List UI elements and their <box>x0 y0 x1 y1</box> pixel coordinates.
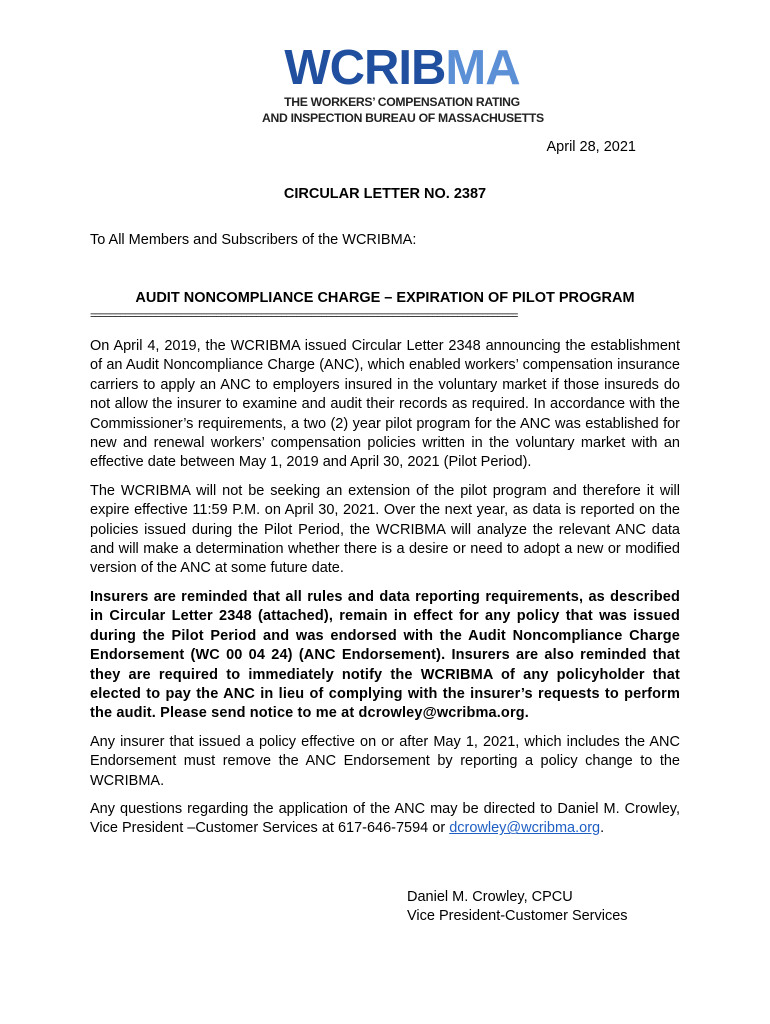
letter-body <box>90 337 680 848</box>
signature-name: Daniel M. Crowley, CPCU <box>407 889 573 905</box>
separator-line: ===================================================================================== <box>90 310 518 322</box>
paragraph-1: On April 4, 2019, the WCRIBMA issued Circular Letter 2348 announcing the establishment of an Audit Noncompliance Charge (ANC), which enabled workers’ compensation insurance carriers to apply an ANC to employers insured in the voluntary market if those insureds do not allow the insurer to examine and audit their records as required. In accordance with the Commissioner’s requirements, a two (2) year pilot program for the ANC was established for new and renewal workers’ compensation policies written in the voluntary market with an effective date between May 1, 2019 and April 30, 2021 (Pilot Period). <box>90 338 680 471</box>
paragraph-4: Any insurer that issued a policy effective on or after May 1, 2021, which includes the ANC Endorsement must remove the ANC Endorsement by reporting a policy change to the WCRIBMA. <box>90 733 680 789</box>
paragraph-5 <box>90 800 680 839</box>
logo-subtitle-line1: THE WORKERS’ COMPENSATION RATING <box>284 95 520 109</box>
logo-word-part1: WCRIB <box>284 41 446 95</box>
subject-heading: AUDIT NONCOMPLIANCE CHARGE – EXPIRATION OF PILOT PROGRAM <box>135 290 635 306</box>
logo-wordmark <box>262 42 542 94</box>
paragraph-5-end: . <box>600 820 605 837</box>
logo-subtitle-line2: AND INSPECTION BUREAU OF MASSACHUSETTS <box>262 111 544 125</box>
paragraph-3: Insurers are reminded that all rules and data reporting requirements, as described in Circular Letter 2348 (attached), remain in effect for any policy that was issued during the Pilot Period and was endorsed with the Audit Noncompliance Charge Endorsement (WC 00 04 24) (ANC Endorsement). Insurers are also reminded that they are required to immediately notify the WCRIBMA of any policyholder that elected to pay the ANC in lieu of complying with the insurer’s requests to perform the audit. Please send notice to me at dcrowley@wcribma.org. <box>90 588 680 722</box>
salutation: To All Members and Subscribers of the WCRIBMA: <box>90 232 417 248</box>
signature-title: Vice President-Customer Services <box>407 908 628 925</box>
paragraph-5-text: Any questions regarding the application of the ANC may be directed to Daniel M. Crowley, Vice President –Customer Services at 617-646-7594 or <box>90 800 680 837</box>
email-link[interactable]: dcrowley@wcribma.org <box>449 820 601 837</box>
circular-title: CIRCULAR LETTER NO. 2387 <box>283 186 487 202</box>
paragraph-2: The WCRIBMA will not be seeking an extension of the pilot program and therefore it will expire effective 11:59 P.M. on April 30, 2021. Over the next year, as data is reported on the policies issued during the Pilot Period, the WCRIBMA will analyze the relevant ANC data and will make a determination whether there is a desire or need to adopt a new or modified version of the ANC at some future date. <box>90 482 680 577</box>
wcribma-logo <box>262 42 542 126</box>
signature-block <box>407 888 628 927</box>
letter-date: April 28, 2021 <box>546 139 636 155</box>
logo-word-part2: MA <box>445 41 520 95</box>
